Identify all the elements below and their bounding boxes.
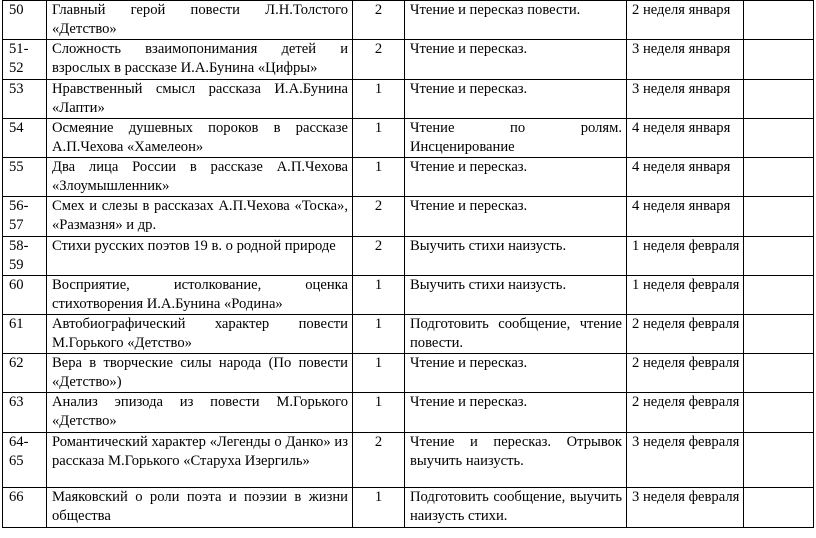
date-cell: 2 неделя февраля (627, 354, 744, 393)
notes-cell (744, 433, 814, 488)
date-cell: 4 неделя января (627, 197, 744, 237)
table-row (3, 393, 814, 433)
lesson-topic-cell: Главный герой повести Л.Н.Толстого «Детство» (47, 1, 353, 40)
homework-cell: Подготовить сообщение, выучить наизусть стихи. (405, 488, 627, 528)
date-cell: 3 неделя января (627, 40, 744, 80)
homework-cell: Подготовить сообщение, чтение повести. (405, 315, 627, 354)
table-row (3, 276, 814, 315)
notes-cell (744, 119, 814, 158)
homework-cell: Чтение и пересказ повести. (405, 1, 627, 40)
lesson-number-cell: 51- 52 (3, 40, 47, 80)
notes-cell (744, 197, 814, 237)
lesson-number-cell: 60 (3, 276, 47, 315)
lesson-topic-cell: Романтический характер «Легенды о Данко» из рассказа М.Горького «Старуха Изергиль» (47, 433, 353, 488)
homework-cell: Чтение и пересказ. Отрывок выучить наизусть. (405, 433, 627, 488)
lesson-number-cell: 62 (3, 354, 47, 393)
lesson-topic-cell: Маяковский о роли поэта и поэзии в жизни общества (47, 488, 353, 528)
lesson-topic-cell: Осмеяние душевных пороков в рассказе А.П.Чехова «Хамелеон» (47, 119, 353, 158)
lesson-topic-cell: Стихи русских поэтов 19 в. о родной природе (47, 237, 353, 276)
notes-cell (744, 276, 814, 315)
date-cell: 3 неделя февраля (627, 433, 744, 488)
hours-count-cell: 1 (353, 80, 405, 119)
lesson-plan-table-container (2, 0, 813, 528)
hours-count-cell: 1 (353, 393, 405, 433)
date-cell: 1 неделя февраля (627, 237, 744, 276)
table-row (3, 315, 814, 354)
lesson-plan-table (2, 0, 814, 528)
notes-cell (744, 393, 814, 433)
notes-cell (744, 158, 814, 197)
hours-count-cell: 2 (353, 237, 405, 276)
notes-cell (744, 354, 814, 393)
homework-cell: Выучить стихи наизусть. (405, 237, 627, 276)
homework-cell: Чтение и пересказ. (405, 393, 627, 433)
lesson-number-cell: 54 (3, 119, 47, 158)
date-cell: 4 неделя января (627, 119, 744, 158)
lesson-number-cell: 66 (3, 488, 47, 528)
lesson-topic-cell: Два лица России в рассказе А.П.Чехова «Злоумышленник» (47, 158, 353, 197)
lesson-number-cell: 58- 59 (3, 237, 47, 276)
date-cell: 1 неделя февраля (627, 276, 744, 315)
table-row (3, 119, 814, 158)
lesson-topic-cell: Вера в творческие силы народа (По повести «Детство») (47, 354, 353, 393)
notes-cell (744, 80, 814, 119)
date-cell: 2 неделя февраля (627, 393, 744, 433)
hours-count-cell: 2 (353, 433, 405, 488)
homework-cell: Чтение и пересказ. (405, 158, 627, 197)
hours-count-cell: 2 (353, 1, 405, 40)
lesson-number-cell: 56- 57 (3, 197, 47, 237)
notes-cell (744, 40, 814, 80)
hours-count-cell: 2 (353, 40, 405, 80)
lesson-topic-cell: Анализ эпизода из повести М.Горького «Детство» (47, 393, 353, 433)
notes-cell (744, 488, 814, 528)
table-row (3, 237, 814, 276)
date-cell: 2 неделя января (627, 1, 744, 40)
date-cell: 3 неделя января (627, 80, 744, 119)
table-row (3, 80, 814, 119)
table-row (3, 1, 814, 40)
notes-cell (744, 1, 814, 40)
lesson-number-cell: 61 (3, 315, 47, 354)
date-cell: 3 неделя февраля (627, 488, 744, 528)
hours-count-cell: 2 (353, 197, 405, 237)
lesson-topic-cell: Автобиографический характер повести М.Горького «Детство» (47, 315, 353, 354)
hours-count-cell: 1 (353, 276, 405, 315)
hours-count-cell: 1 (353, 315, 405, 354)
homework-cell: Чтение и пересказ. (405, 40, 627, 80)
date-cell: 4 неделя января (627, 158, 744, 197)
homework-cell: Чтение и пересказ. (405, 354, 627, 393)
hours-count-cell: 1 (353, 158, 405, 197)
lesson-number-cell: 50 (3, 1, 47, 40)
lesson-topic-cell: Смех и слезы в рассказах А.П.Чехова «Тоска», «Размазня» и др. (47, 197, 353, 237)
lesson-topic-cell: Сложность взаимопонимания детей и взрослых в рассказе И.А.Бунина «Цифры» (47, 40, 353, 80)
table-row (3, 354, 814, 393)
lesson-plan-rows (3, 1, 814, 528)
notes-cell (744, 237, 814, 276)
lesson-number-cell: 63 (3, 393, 47, 433)
hours-count-cell: 1 (353, 119, 405, 158)
date-cell: 2 неделя февраля (627, 315, 744, 354)
homework-cell: Чтение и пересказ. (405, 80, 627, 119)
lesson-number-cell: 53 (3, 80, 47, 119)
homework-cell: Чтение по ролям. Инсценирование (405, 119, 627, 158)
lesson-number-cell: 55 (3, 158, 47, 197)
hours-count-cell: 1 (353, 354, 405, 393)
lesson-topic-cell: Нравственный смысл рассказа И.А.Бунина «Лапти» (47, 80, 353, 119)
table-row (3, 433, 814, 488)
notes-cell (744, 315, 814, 354)
homework-cell: Чтение и пересказ. (405, 197, 627, 237)
table-row (3, 488, 814, 528)
hours-count-cell: 1 (353, 488, 405, 528)
table-row (3, 197, 814, 237)
table-row (3, 40, 814, 80)
table-row (3, 158, 814, 197)
homework-cell: Выучить стихи наизусть. (405, 276, 627, 315)
lesson-number-cell: 64- 65 (3, 433, 47, 488)
lesson-topic-cell: Восприятие, истолкование, оценка стихотворения И.А.Бунина «Родина» (47, 276, 353, 315)
